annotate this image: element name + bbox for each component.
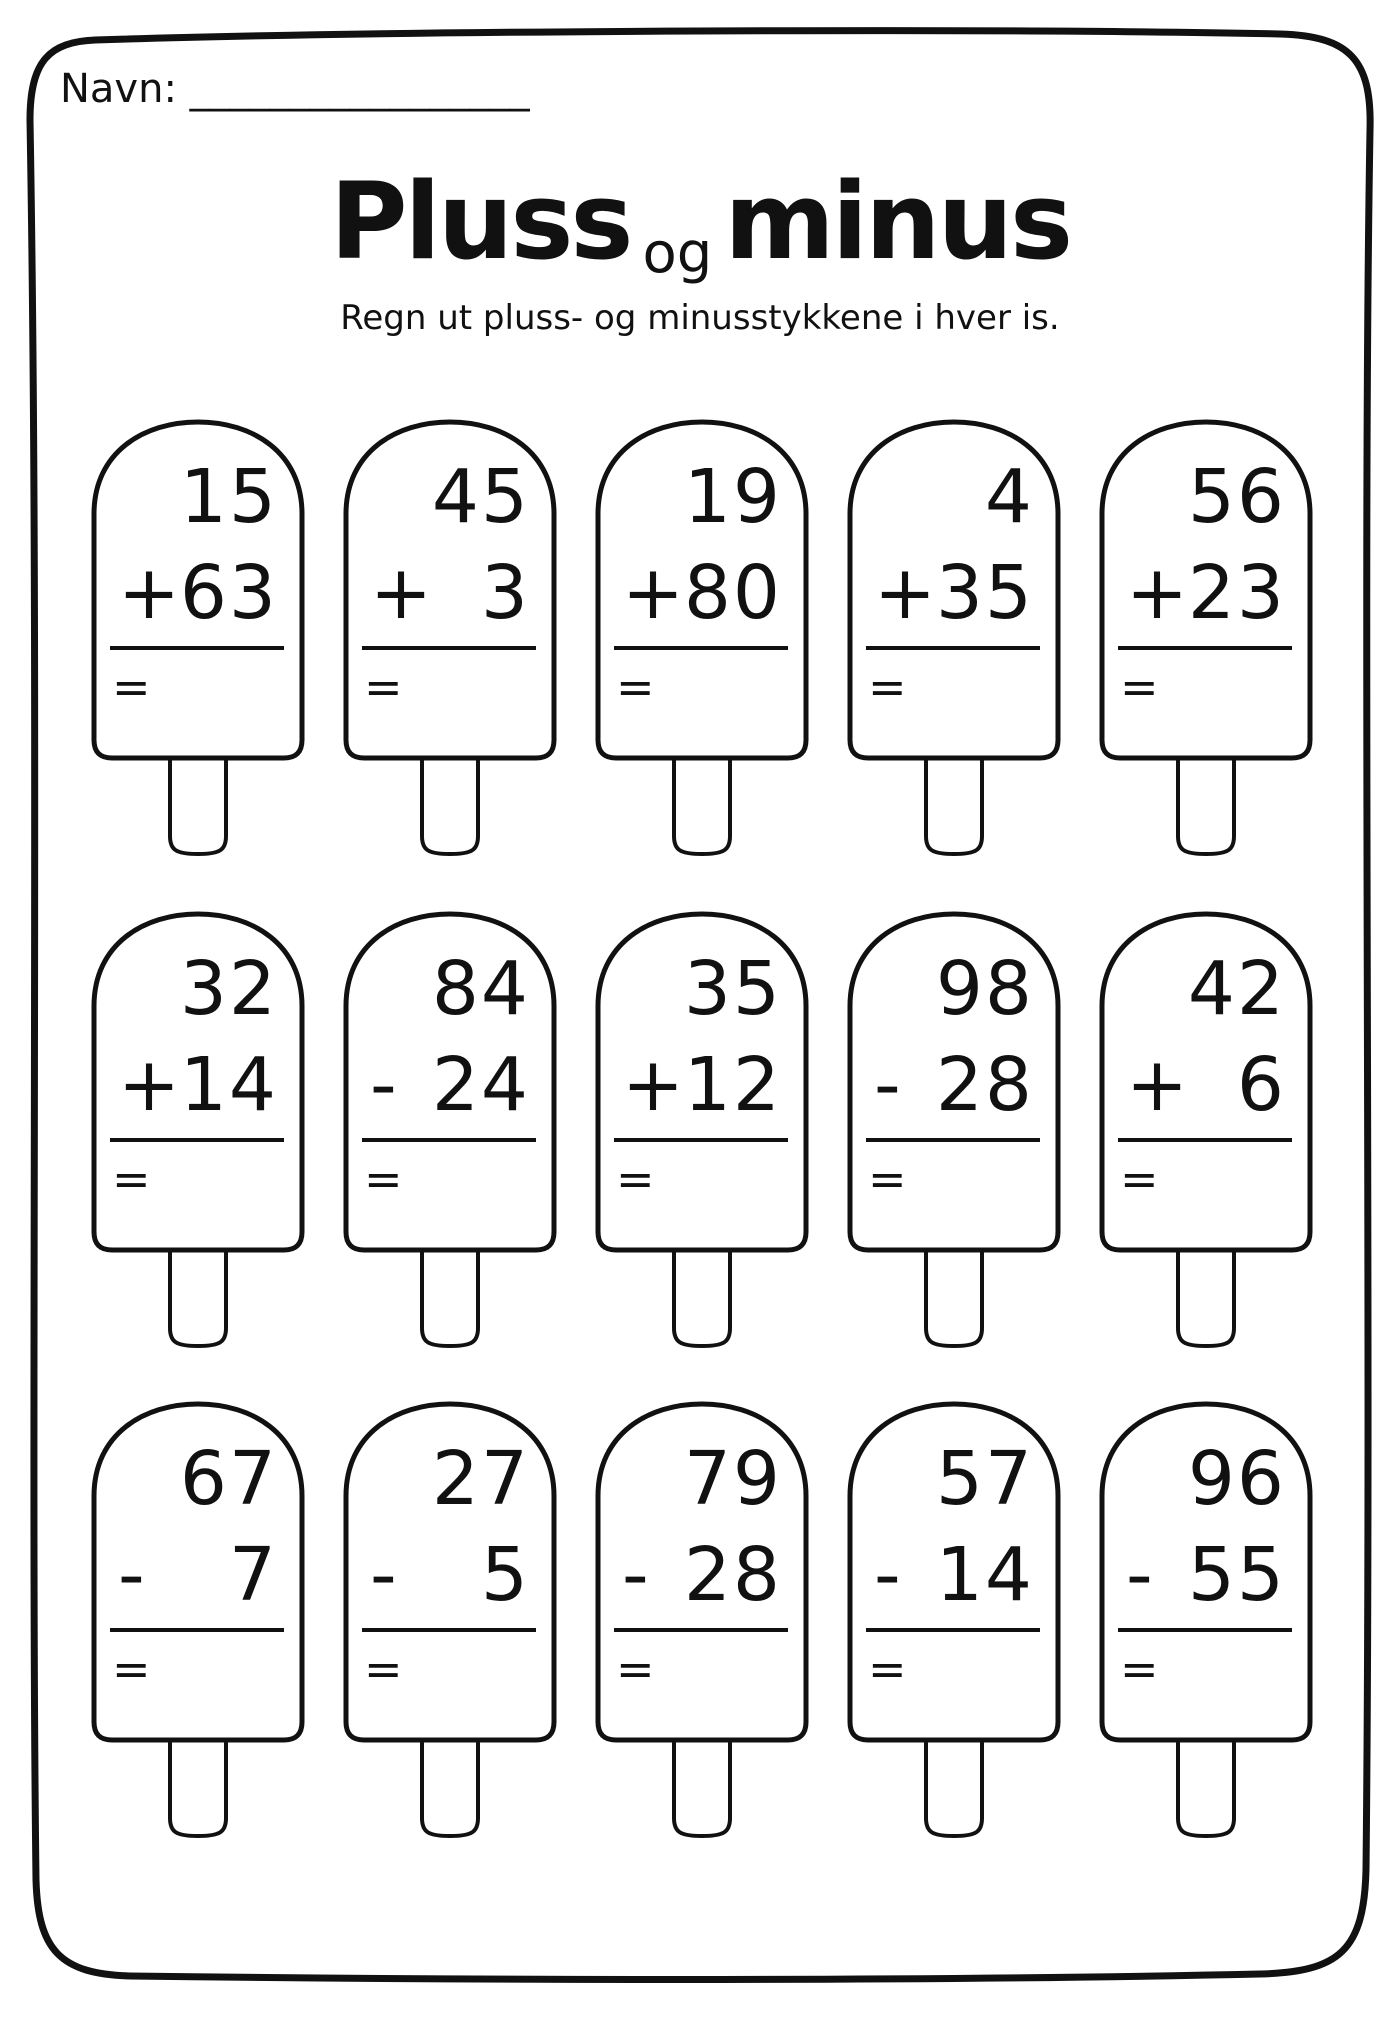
popsicle-problem — [340, 418, 560, 858]
title-minus: minus — [724, 160, 1071, 283]
popsicle-problem — [1096, 910, 1316, 1350]
equals-sign: = — [868, 660, 907, 714]
top-number: 96 — [1187, 1436, 1286, 1522]
operator-sign: - — [370, 1042, 397, 1128]
popsicle-problem — [88, 1400, 308, 1840]
popsicle-stick — [674, 1736, 730, 1836]
equals-sign: = — [616, 660, 655, 714]
popsicle-problem — [592, 1400, 812, 1840]
top-number: 15 — [179, 454, 278, 540]
bottom-number: 55 — [1187, 1532, 1286, 1618]
page-title — [0, 160, 1400, 286]
popsicle-problem — [88, 418, 308, 858]
bottom-number: 80 — [683, 550, 782, 636]
popsicle-stick — [926, 1246, 982, 1346]
bottom-number: 3 — [480, 550, 530, 636]
bottom-number: 14 — [935, 1532, 1034, 1618]
operation-row — [110, 1042, 278, 1128]
equals-sign: = — [616, 1642, 655, 1696]
operator-sign: - — [874, 1532, 901, 1618]
popsicle-stick — [422, 1246, 478, 1346]
operation-row — [110, 550, 278, 636]
name-field-label: Navn: _________________ — [60, 66, 530, 112]
equals-sign: = — [364, 1152, 403, 1206]
operator-sign: - — [370, 1532, 397, 1618]
top-number: 57 — [935, 1436, 1034, 1522]
equals-sign: = — [112, 660, 151, 714]
operator-sign: - — [118, 1532, 145, 1618]
equals-sign: = — [1120, 1642, 1159, 1696]
popsicle-problem — [88, 910, 308, 1350]
equals-sign: = — [868, 1642, 907, 1696]
top-number: 84 — [431, 946, 530, 1032]
operator-sign: + — [1126, 1042, 1189, 1128]
popsicle-stick — [1178, 1736, 1234, 1836]
operation-row — [362, 550, 530, 636]
popsicle-stick — [422, 754, 478, 854]
popsicle-problem — [340, 1400, 560, 1840]
operation-row — [1118, 1532, 1286, 1618]
bottom-number: 12 — [683, 1042, 782, 1128]
operation-row — [1118, 550, 1286, 636]
bottom-number: 28 — [935, 1042, 1034, 1128]
equals-sign: = — [1120, 660, 1159, 714]
operator-sign: + — [622, 1042, 685, 1128]
popsicle-stick — [170, 1736, 226, 1836]
popsicle-stick — [1178, 1246, 1234, 1346]
top-number: 98 — [935, 946, 1034, 1032]
operator-sign: - — [874, 1042, 901, 1128]
instruction-text: Regn ut pluss- og minusstykkene i hver is. — [340, 298, 1060, 338]
popsicle-stick — [926, 754, 982, 854]
top-number: 32 — [179, 946, 278, 1032]
top-number: 35 — [683, 946, 782, 1032]
equals-sign: = — [868, 1152, 907, 1206]
popsicle-problem — [844, 1400, 1064, 1840]
bottom-number: 24 — [431, 1042, 530, 1128]
equals-sign: = — [364, 1642, 403, 1696]
popsicle-problem — [592, 418, 812, 858]
popsicle-stick — [170, 754, 226, 854]
top-number: 27 — [431, 1436, 530, 1522]
popsicle-problem — [1096, 418, 1316, 858]
operation-row — [866, 1532, 1034, 1618]
top-number: 79 — [683, 1436, 782, 1522]
popsicle-problem — [340, 910, 560, 1350]
title-pluss: Pluss — [329, 160, 631, 283]
operation-row — [1118, 1042, 1286, 1128]
popsicle-problem — [844, 910, 1064, 1350]
popsicle-stick — [170, 1246, 226, 1346]
bottom-number: 5 — [480, 1532, 530, 1618]
operator-sign: + — [874, 550, 937, 636]
equals-sign: = — [364, 660, 403, 714]
popsicle-problem — [844, 418, 1064, 858]
bottom-number: 63 — [179, 550, 278, 636]
top-number: 45 — [431, 454, 530, 540]
operation-row — [362, 1532, 530, 1618]
operator-sign: - — [622, 1532, 649, 1618]
operation-row — [614, 1042, 782, 1128]
operation-row — [614, 550, 782, 636]
operation-row — [866, 1042, 1034, 1128]
operator-sign: + — [1126, 550, 1189, 636]
operator-sign: + — [370, 550, 433, 636]
operator-sign: - — [1126, 1532, 1153, 1618]
equals-sign: = — [112, 1642, 151, 1696]
bottom-number: 7 — [228, 1532, 278, 1618]
popsicle-stick — [674, 754, 730, 854]
popsicle-stick — [674, 1246, 730, 1346]
top-number: 4 — [984, 454, 1034, 540]
top-number: 56 — [1187, 454, 1286, 540]
bottom-number: 28 — [683, 1532, 782, 1618]
bottom-number: 23 — [1187, 550, 1286, 636]
operation-row — [110, 1532, 278, 1618]
top-number: 42 — [1187, 946, 1286, 1032]
bottom-number: 6 — [1236, 1042, 1286, 1128]
operator-sign: + — [622, 550, 685, 636]
popsicle-stick — [1178, 754, 1234, 854]
title-og: og — [642, 221, 713, 286]
operator-sign: + — [118, 550, 181, 636]
operation-row — [866, 550, 1034, 636]
popsicle-problem — [592, 910, 812, 1350]
popsicle-stick — [422, 1736, 478, 1836]
popsicle-problem — [1096, 1400, 1316, 1840]
operator-sign: + — [118, 1042, 181, 1128]
equals-sign: = — [112, 1152, 151, 1206]
popsicle-stick — [926, 1736, 982, 1836]
bottom-number: 14 — [179, 1042, 278, 1128]
top-number: 19 — [683, 454, 782, 540]
top-number: 67 — [179, 1436, 278, 1522]
operation-row — [614, 1532, 782, 1618]
equals-sign: = — [1120, 1152, 1159, 1206]
bottom-number: 35 — [935, 550, 1034, 636]
equals-sign: = — [616, 1152, 655, 1206]
operation-row — [362, 1042, 530, 1128]
